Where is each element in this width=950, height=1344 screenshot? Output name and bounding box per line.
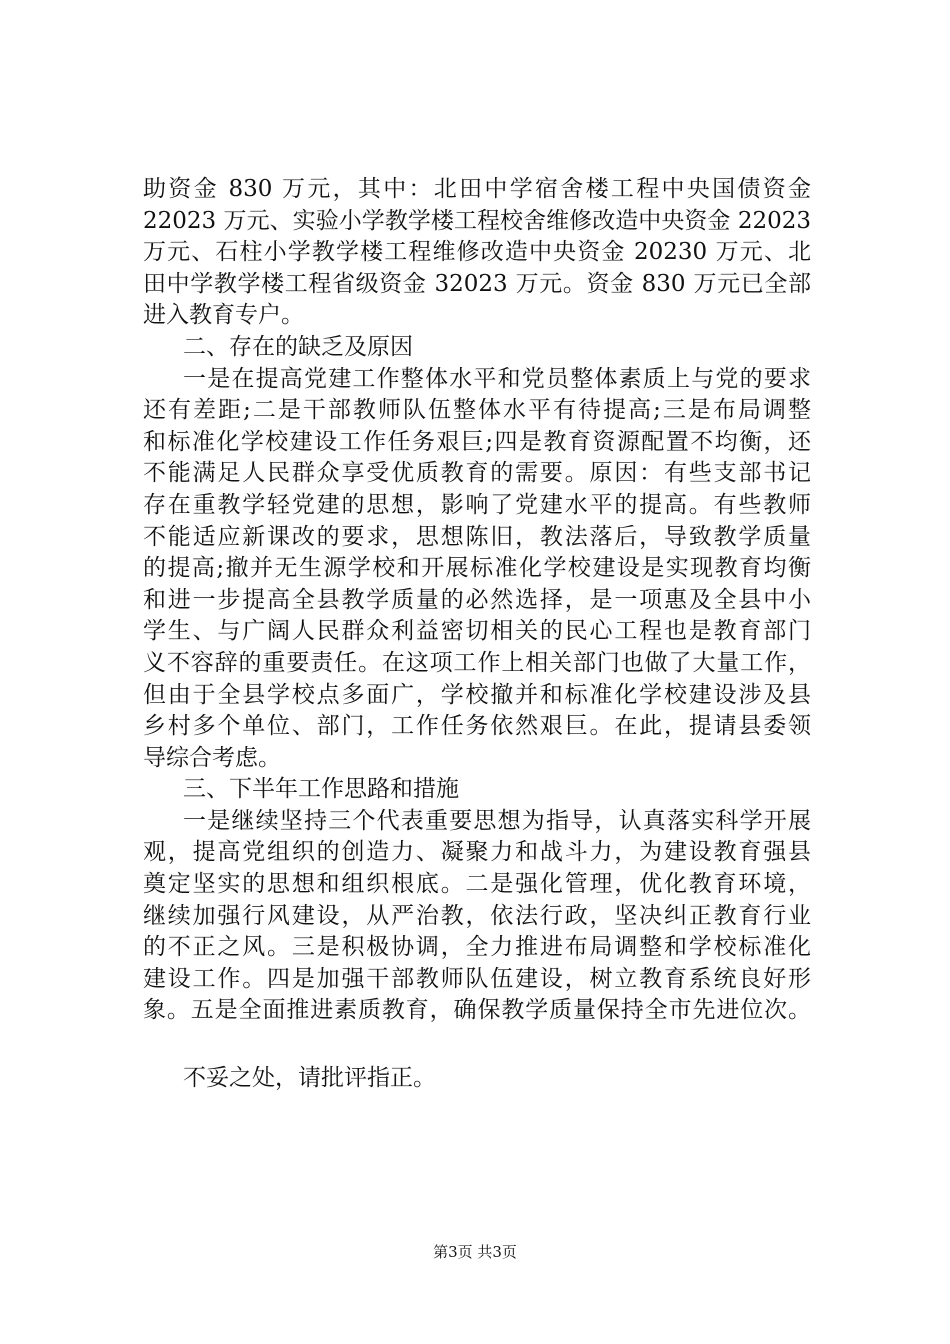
text-line: 不能满足人民群众享受优质教育的需要。原因：有些支部书记 <box>143 460 811 487</box>
closing-paragraph <box>143 1063 811 1095</box>
text-line: 乡村多个单位、部门，工作任务依然艰巨。在此，提请县委领 <box>143 713 811 740</box>
text-line: 导综合考虑。 <box>143 744 281 771</box>
text-line: 观，提高党组织的创造力、凝聚力和战斗力，为建设教育强县 <box>143 839 811 866</box>
text-line: 助资金 830 万元，其中：北田中学宿舍楼工程中央国债资金 <box>143 176 811 202</box>
text-line: 一是在提高党建工作整体水平和党员整体素质上与党的要求 <box>183 365 811 392</box>
closing-line: 不妥之处，请批评指正。 <box>183 1065 436 1092</box>
text-line: 二、存在的缺乏及原因 <box>183 333 413 360</box>
text-line: 的提高;撤并无生源学校和开展标准化学校建设是实现教育均衡 <box>143 555 811 582</box>
text-line: 三、下半年工作思路和措施 <box>183 776 459 803</box>
page-text <box>143 174 811 1095</box>
text-line: 学生、与广阔人民群众利益密切相关的民心工程也是教育部门 <box>143 618 811 645</box>
text-line: 象。五是全面推进素质教育，确保教学质量保持全市先进位次。 <box>143 997 811 1024</box>
text-line: 进入教育专户。 <box>143 302 304 329</box>
page-footer: 第3页 共3页 <box>433 1243 517 1261</box>
text-line: 奠定坚实的思想和组织根底。二是强化管理，优化教育环境， <box>143 871 811 898</box>
text-line: 万元、石柱小学教学楼工程维修改造中央资金 20230 万元、北 <box>143 239 811 266</box>
text-line: 建设工作。四是加强干部教师队伍建设，树立教育系统良好形 <box>143 965 811 992</box>
text-line: 田中学教学楼工程省级资金 32023 万元。资金 830 万元已全部 <box>143 270 811 297</box>
text-line: 的不正之风。三是积极协调，全力推进布局调整和学校标准化 <box>143 934 811 961</box>
text-line: 但由于全县学校点多面广，学校撤并和标准化学校建设涉及县 <box>143 681 811 708</box>
text-line: 不能适应新课改的要求，思想陈旧，教法落后，导致教学质量 <box>143 523 811 550</box>
text-line: 22023 万元、实验小学教学楼工程校舍维修改造中央资金 22023 <box>143 207 811 234</box>
text-line: 和标准化学校建设工作任务艰巨;四是教育资源配置不均衡，还 <box>143 428 811 455</box>
text-line: 和进一步提高全县教学质量的必然选择，是一项惠及全县中小 <box>143 586 811 613</box>
text-line: 继续加强行风建设，从严治教，依法行政，坚决纠正教育行业 <box>143 902 811 929</box>
text-line: 一是继续坚持三个代表重要思想为指导，认真落实科学开展 <box>183 807 811 834</box>
document-body <box>143 174 811 1027</box>
text-line: 存在重教学轻党建的思想，影响了党建水平的提高。有些教师 <box>143 491 811 518</box>
text-line: 义不容辞的重要责任。在这项工作上相关部门也做了大量工作， <box>143 649 811 676</box>
text-line: 还有差距;二是干部教师队伍整体水平有待提高;三是布局调整 <box>143 397 811 424</box>
